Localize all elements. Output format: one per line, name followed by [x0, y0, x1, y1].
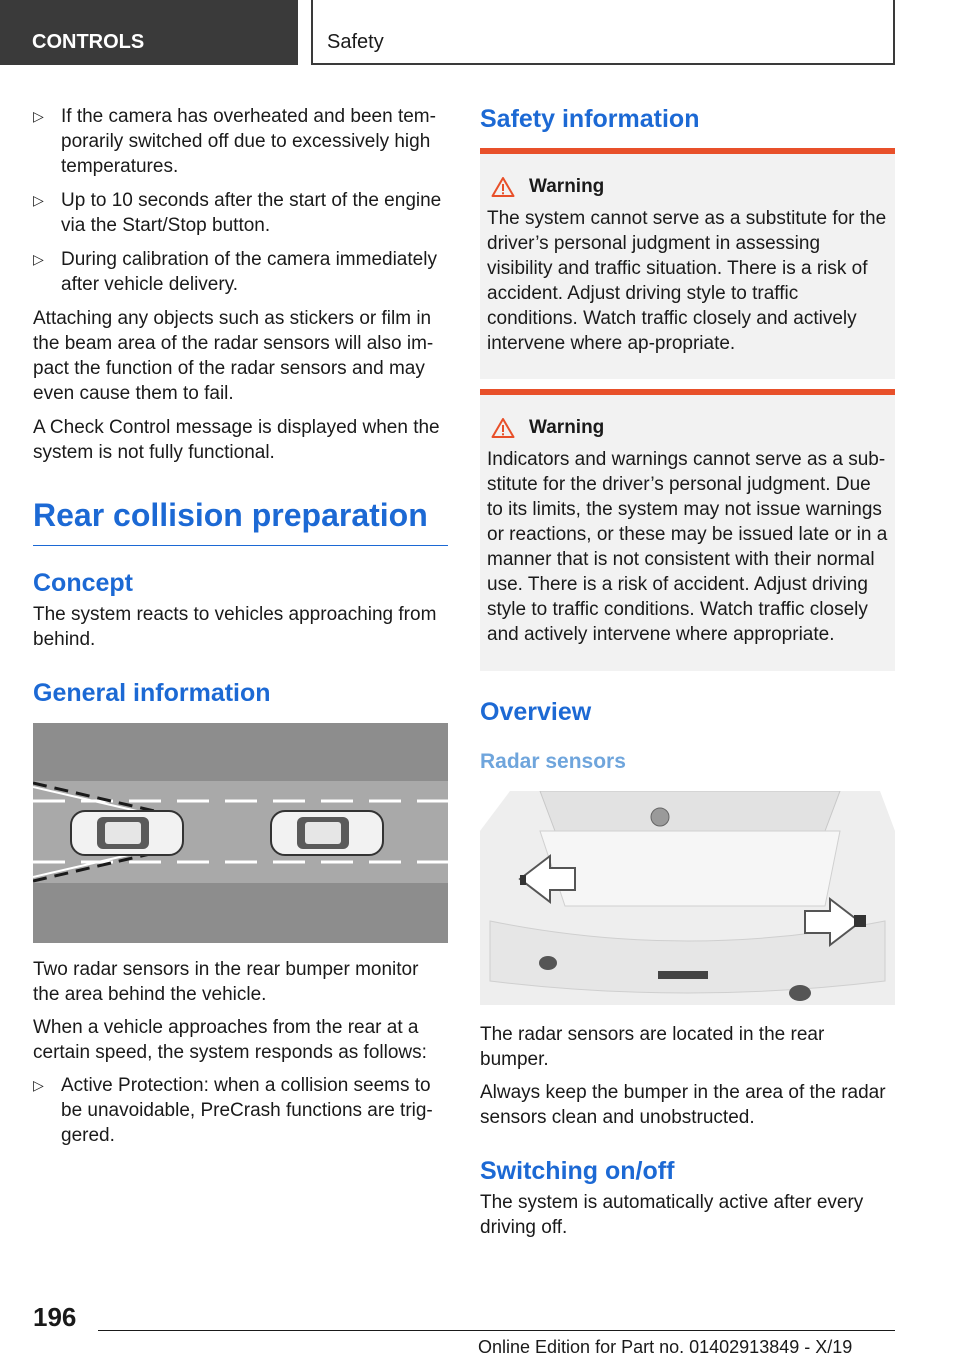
triangle-bullet-icon: ▷	[33, 1077, 44, 1093]
paragraph: Attaching any objects such as stickers or film in the beam area of the radar sensors will also im-pact the function of the radar sensors and may even cause them to fail.	[33, 308, 434, 404]
concept-heading: Concept	[33, 569, 133, 597]
warning-title: Warning	[529, 176, 605, 197]
paragraph: The radar sensors are located in the rear bumper.	[480, 1024, 825, 1070]
paragraph: The system reacts to vehicles approaching from behind.	[33, 604, 437, 650]
paragraph: The system is automatically active after every driving off.	[480, 1192, 864, 1238]
radar-sensor-location-image	[480, 791, 895, 1005]
warning-box	[480, 389, 895, 671]
left-column	[33, 100, 448, 1148]
radar-sensors-heading: Radar sensors	[480, 750, 626, 773]
warning-triangle-icon	[491, 176, 515, 198]
page-number: 196	[33, 1302, 77, 1332]
chapter-tab: CONTROLS	[0, 0, 298, 65]
list-item: ▷ Up to 10 seconds after the start of the engine via the Start/Stop button.	[33, 190, 442, 236]
triangle-bullet-icon: ▷	[33, 251, 44, 267]
footer-divider	[98, 1330, 895, 1331]
radar-coverage-diagram	[33, 723, 448, 943]
car-rear-illustration	[480, 791, 895, 1005]
overview-heading: Overview	[480, 698, 592, 726]
car-icon	[271, 811, 383, 855]
switching-heading: Switching on/off	[480, 1157, 675, 1185]
paragraph: Always keep the bumper in the area of the radar sensors clean and unobstructed.	[480, 1082, 886, 1128]
general-info-heading: General information	[33, 679, 271, 707]
section-tab: Safety	[311, 0, 895, 65]
triangle-bullet-icon: ▷	[33, 192, 44, 208]
warning-text: The system cannot serve as a substitute for the driver’s personal judgment in assessing visibility and traffic situation. There is a risk of accident. Adjust driving style to traffic conditions. Watch traffic closely and actively intervene where ap-propriate.	[487, 208, 887, 354]
car-icon	[71, 811, 183, 855]
right-column	[480, 100, 895, 1240]
edition-note: Online Edition for Part no. 01402913849 - X/19	[478, 1337, 853, 1357]
warning-text: Indicators and warnings cannot serve as a sub-stitute for the driver’s personal judgment. Due to its limits, the system may not issue warnings or reactions, or these may be issued late or in a manner that is not consistent with their normal use. There is a risk of accident. Adjust driving style to traffic conditions. Watch traffic closely and actively intervene where appropriate.	[487, 449, 888, 645]
warning-box	[480, 148, 895, 379]
warning-triangle-icon	[491, 417, 515, 439]
triangle-bullet-icon: ▷	[33, 108, 44, 124]
section-title: Rear collision preparation	[33, 495, 448, 546]
logo-icon	[651, 808, 669, 826]
paragraph: When a vehicle approaches from the rear at a certain speed, the system responds as follows:	[33, 1017, 427, 1063]
paragraph: A Check Control message is displayed when the system is not fully functional.	[33, 417, 440, 463]
paragraph: Two radar sensors in the rear bumper monitor the area behind the vehicle.	[33, 959, 419, 1005]
list-item: ▷ During calibration of the camera immediately after vehicle delivery.	[33, 249, 437, 295]
list-item: ▷ Active Protection: when a collision seems to be unavoidable, PreCrash functions are trig-gered.	[33, 1075, 433, 1146]
list-item: ▷ If the camera has overheated and been tem-porarily switched off due to excessively high temperatures.	[33, 106, 436, 177]
road-illustration	[33, 723, 448, 943]
warning-title: Warning	[529, 417, 605, 438]
safety-info-heading: Safety information	[480, 105, 700, 133]
